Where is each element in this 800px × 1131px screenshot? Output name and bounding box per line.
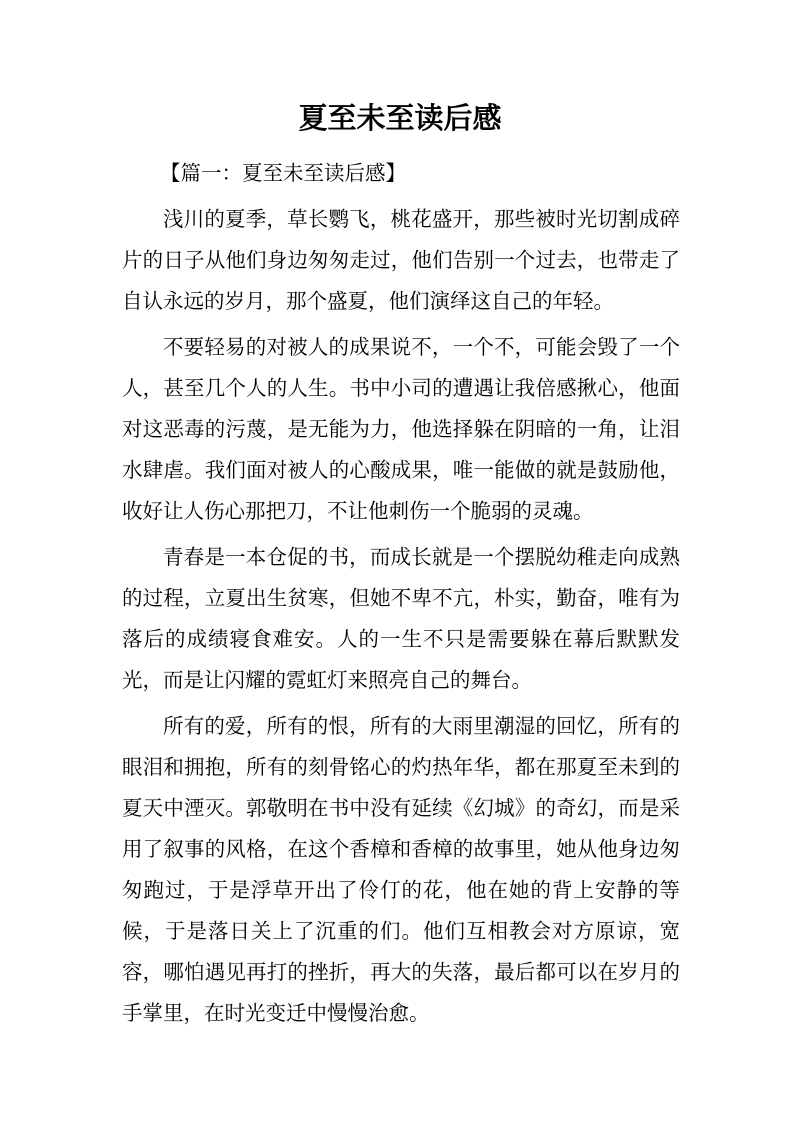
document-body: [122, 153, 680, 1039]
paragraph-1: 浅川的夏季，草长鹦飞，桃花盛开，那些被时光切割成碎片的日子从他们身边匆匆走过，他们告别一个过去，也带走了自认永远的岁月，那个盛夏，他们演绎这自己的年轻。: [122, 207, 680, 313]
section-heading: 【篇一：夏至未至读后感】: [160, 161, 406, 185]
paragraph-2: 不要轻易的对被人的成果说不，一个不，可能会毁了一个人，甚至几个人的人生。书中小司的遭遇让我倍感揪心，他面对这恶毒的污蔑，是无能为力，他选择躲在阴暗的一角，让泪水肆虐。我们面对被人的心酸成果，唯一能做的就是鼓励他，收好让人伤心那把刀，不让他刺伤一个脆弱的灵魂。: [122, 335, 680, 523]
paragraph-3: 青春是一本仓促的书，而成长就是一个摆脱幼稚走向成熟的过程，立夏出生贫寒，但她不卑不亢，朴实，勤奋，唯有为落后的成绩寝食难安。人的一生不只是需要躲在幕后默默发光，而是让闪耀的霓虹灯来照亮自己的舞台。: [122, 545, 680, 692]
paragraph-4: 所有的爱，所有的恨，所有的大雨里潮湿的回忆，所有的眼泪和拥抱，所有的刻骨铭心的灼热年华，都在那夏至未到的夏天中湮灭。郭敬明在书中没有延续《幻城》的奇幻，而是采用了叙事的风格，在这个香樟和香樟的故事里，她从他身边匆匆跑过，于是浮草开出了伶仃的花，他在她的背上安静的等候，于是落日关上了沉重的们。他们互相教会对方原谅，宽容，哪怕遇见再打的挫折，再大的失落，最后都可以在岁月的手掌里，在时光变迁中慢慢治愈。: [122, 714, 680, 1025]
document-title: 夏至未至读后感: [298, 101, 502, 135]
